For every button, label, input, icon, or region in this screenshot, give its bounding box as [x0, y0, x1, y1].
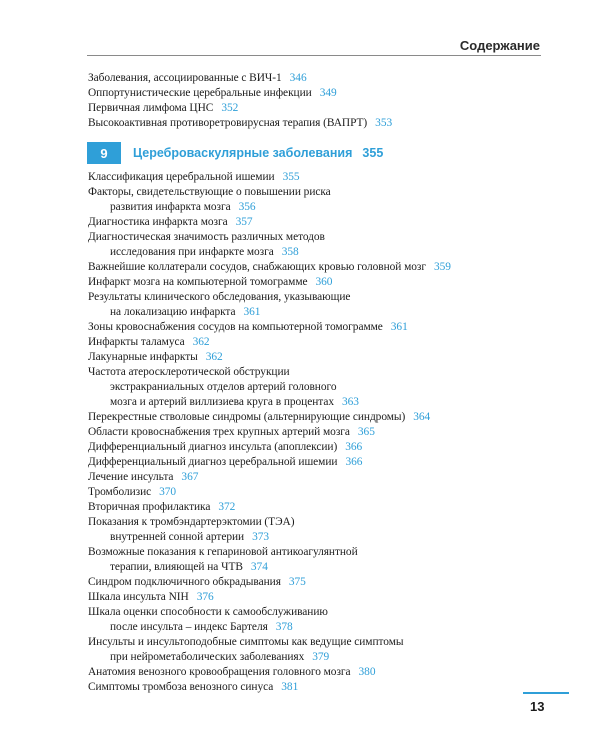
- toc-entry[interactable]: [88, 665, 548, 680]
- header-divider: [87, 55, 541, 56]
- toc-entry-page-number[interactable]: 374: [250, 561, 268, 573]
- toc-entry-line: Инфаркты таламуса: [88, 336, 185, 348]
- toc-entry-text: [88, 485, 548, 500]
- toc-entry-page-number[interactable]: 362: [205, 351, 223, 363]
- toc-entry-line: Дифференциальный диагноз церебральной ишемии: [88, 456, 338, 468]
- toc-entry-page-number[interactable]: 378: [275, 621, 293, 633]
- toc-entry-line: Высокоактивная противоретровирусная терапия (ВАПРТ): [88, 117, 368, 129]
- toc-entry[interactable]: [88, 215, 548, 230]
- toc-entry[interactable]: [88, 230, 548, 260]
- toc-entry[interactable]: [88, 170, 548, 185]
- toc-entry-line: терапии, влияющей на ЧТВ: [110, 561, 243, 573]
- toc-entry-page-number[interactable]: 364: [413, 411, 431, 423]
- toc-entry-text: [88, 680, 548, 695]
- toc-entry-line: Частота атеросклеротической обструкции: [88, 366, 290, 378]
- toc-entry-text: [88, 425, 548, 440]
- toc-entry-text: [88, 305, 548, 320]
- page-number: 13: [530, 699, 545, 714]
- toc-entry-page-number[interactable]: 357: [235, 216, 253, 228]
- toc-entry-text: [88, 260, 548, 275]
- toc-entry-text: [88, 365, 548, 380]
- chapter-page-number: 355: [362, 146, 384, 160]
- toc-entry-page-number[interactable]: 379: [312, 651, 330, 663]
- toc-entry-line: внутренней сонной артерии: [110, 531, 245, 543]
- toc-entry[interactable]: [88, 185, 548, 215]
- toc-entry-text: [88, 470, 548, 485]
- toc-section-previous-chapter: [88, 71, 548, 131]
- toc-entry-text: [88, 395, 548, 410]
- toc-entry[interactable]: [88, 86, 548, 101]
- toc-entry-text: [88, 605, 548, 620]
- toc-entry-text: [88, 440, 548, 455]
- toc-entry-line: Важнейшие коллатерали сосудов, снабжающих кровью головной мозг: [88, 261, 426, 273]
- toc-entry[interactable]: [88, 365, 548, 410]
- toc-entry-page-number[interactable]: 352: [221, 102, 239, 114]
- toc-entry-text: [88, 380, 548, 395]
- toc-entry[interactable]: [88, 470, 548, 485]
- toc-entry-text: [88, 245, 548, 260]
- toc-entry-text: [88, 101, 548, 116]
- toc-entry-line: Вторичная профилактика: [88, 501, 211, 513]
- toc-entry-line: Зоны кровоснабжения сосудов на компьютерной томограмме: [88, 321, 383, 333]
- toc-entry-text: [88, 230, 548, 245]
- toc-entry-line: Инсульты и инсультоподобные симптомы как ведущие симптомы: [88, 636, 404, 648]
- toc-entry-line: после инсульта – индекс Бартеля: [110, 621, 268, 633]
- toc-entry[interactable]: [88, 350, 548, 365]
- toc-entry-text: [88, 635, 548, 650]
- chapter-heading[interactable]: [87, 142, 383, 164]
- toc-entry-page-number[interactable]: 363: [342, 396, 359, 408]
- toc-entry-page-number[interactable]: 373: [252, 531, 270, 543]
- toc-entry[interactable]: [88, 71, 548, 86]
- toc-entry-line: Симптомы тромбоза венозного синуса: [88, 681, 274, 693]
- toc-entry[interactable]: [88, 635, 548, 665]
- toc-entry-page-number[interactable]: 346: [289, 72, 307, 84]
- toc-entry[interactable]: [88, 425, 548, 440]
- toc-entry-line: Первичная лимфома ЦНС: [88, 102, 214, 114]
- toc-entry[interactable]: [88, 455, 548, 470]
- toc-entry[interactable]: [88, 101, 548, 116]
- toc-entry-line: при нейрометаболических заболеваниях: [110, 651, 305, 663]
- toc-entry[interactable]: [88, 515, 548, 545]
- toc-entry-text: [88, 350, 548, 365]
- toc-entry-text: [88, 530, 548, 545]
- toc-entry-line: Синдром подключичного обкрадывания: [88, 576, 281, 588]
- toc-entry[interactable]: [88, 116, 548, 131]
- toc-entry-page-number[interactable]: 361: [243, 306, 261, 318]
- toc-entry-page-number[interactable]: 380: [358, 666, 376, 678]
- toc-entry-page-number[interactable]: 358: [281, 246, 299, 258]
- toc-entry[interactable]: [88, 605, 548, 635]
- toc-entry-page-number[interactable]: 360: [315, 276, 333, 288]
- toc-entry-text: [88, 290, 548, 305]
- toc-entry[interactable]: [88, 590, 548, 605]
- toc-entry-line: мозга и артерий виллизиева круга в процентах: [110, 396, 334, 408]
- toc-entry-text: [88, 275, 548, 290]
- toc-entry-line: Инфаркт мозга на компьютерной томограмме: [88, 276, 308, 288]
- toc-entry-line: Заболевания, ассоциированные с ВИЧ-1: [88, 72, 282, 84]
- toc-entry-text: [88, 335, 548, 350]
- toc-entry-page-number[interactable]: 376: [196, 591, 214, 603]
- toc-entry[interactable]: [88, 410, 548, 425]
- toc-entry-text: [88, 410, 548, 425]
- toc-entry-page-number[interactable]: 372: [218, 501, 236, 513]
- toc-entry[interactable]: [88, 575, 548, 590]
- toc-entry-text: [88, 545, 548, 560]
- toc-entry-line: Факторы, свидетельствующие о повышении риска: [88, 186, 331, 198]
- toc-entry[interactable]: [88, 335, 548, 350]
- toc-entry-text: [88, 200, 548, 215]
- toc-entry-page-number[interactable]: 356: [238, 201, 256, 213]
- toc-entry-text: [88, 500, 548, 515]
- toc-entry[interactable]: [88, 260, 548, 275]
- chapter-number-badge: 9: [87, 142, 121, 164]
- toc-entry-line: экстракраниальных отделов артерий головного: [110, 381, 337, 393]
- toc-entry-line: Перекрестные стволовые синдромы (альтернирующие синдромы): [88, 411, 406, 423]
- page-header-title: Содержание: [459, 38, 540, 53]
- toc-entry[interactable]: [88, 680, 548, 695]
- toc-entry-page-number[interactable]: 366: [345, 456, 363, 468]
- toc-entry-page-number[interactable]: 366: [345, 441, 363, 453]
- toc-entry-text: [88, 116, 548, 131]
- toc-entry-line: исследования при инфаркте мозга: [110, 246, 274, 258]
- toc-entry-line: Лакунарные инфаркты: [88, 351, 198, 363]
- toc-entry-text: [88, 575, 548, 590]
- chapter-title: Цереброваскулярные заболевания: [133, 146, 353, 160]
- toc-section-chapter-9: [88, 170, 548, 695]
- toc-entry-text: [88, 650, 548, 665]
- toc-entry-line: Анатомия венозного кровообращения головного мозга: [88, 666, 351, 678]
- toc-entry-page-number[interactable]: 370: [159, 486, 177, 498]
- toc-entry-page-number[interactable]: 362: [192, 336, 210, 348]
- toc-entry-line: на локализацию инфаркта: [110, 306, 236, 318]
- toc-entry-text: [88, 320, 548, 335]
- toc-entry-page-number[interactable]: 361: [390, 321, 408, 333]
- toc-entry-line: Результаты клинического обследования, указывающие: [88, 291, 351, 303]
- toc-entry-line: Показания к тромбэндартерэктомии (ТЭА): [88, 516, 295, 528]
- toc-entry[interactable]: [88, 440, 548, 455]
- toc-entry[interactable]: [88, 545, 548, 575]
- toc-entry-text: [88, 71, 548, 86]
- toc-entry-text: [88, 185, 548, 200]
- toc-entry[interactable]: [88, 500, 548, 515]
- toc-entry[interactable]: [88, 485, 548, 500]
- toc-entry-line: Оппортунистические церебральные инфекции: [88, 87, 312, 99]
- footer-divider: [523, 692, 569, 694]
- toc-entry[interactable]: [88, 275, 548, 290]
- toc-entry-line: Классификация церебральной ишемии: [88, 171, 275, 183]
- toc-entry[interactable]: [88, 290, 548, 320]
- toc-entry-line: Тромболизис: [88, 486, 152, 498]
- toc-entry-text: [88, 170, 548, 185]
- toc-entry-page-number[interactable]: 359: [433, 261, 451, 273]
- toc-entry-page-number[interactable]: 381: [281, 681, 299, 693]
- toc-entry-page-number[interactable]: 353: [375, 117, 393, 129]
- toc-entry-line: Дифференциальный диагноз инсульта (апоплексии): [88, 441, 338, 453]
- toc-entry-line: Возможные показания к гепариновой антикоагулянтной: [88, 546, 358, 558]
- toc-entry-line: Области кровоснабжения трех крупных артерий мозга: [88, 426, 350, 438]
- toc-entry[interactable]: [88, 320, 548, 335]
- toc-entry-text: [88, 215, 548, 230]
- toc-entry-page-number[interactable]: 367: [181, 471, 199, 483]
- toc-entry-text: [88, 560, 548, 575]
- toc-entry-line: Диагностическая значимость различных методов: [88, 231, 325, 243]
- toc-entry-text: [88, 620, 548, 635]
- toc-entry-text: [88, 665, 548, 680]
- toc-entry-line: Шкала оценки способности к самообслуживанию: [88, 606, 328, 618]
- toc-entry-line: Диагностика инфаркта мозга: [88, 216, 228, 228]
- toc-entry-page-number[interactable]: 355: [282, 171, 300, 183]
- toc-entry-line: развития инфаркта мозга: [110, 201, 231, 213]
- toc-entry-text: [88, 455, 548, 470]
- toc-entry-text: [88, 515, 548, 530]
- toc-entry-text: [88, 86, 548, 101]
- toc-entry-text: [88, 590, 548, 605]
- toc-entry-line: Шкала инсульта NIH: [88, 591, 189, 603]
- toc-entry-page-number[interactable]: 349: [319, 87, 337, 99]
- toc-entry-page-number[interactable]: 375: [288, 576, 306, 588]
- toc-entry-page-number[interactable]: 365: [357, 426, 375, 438]
- toc-entry-line: Лечение инсульта: [88, 471, 174, 483]
